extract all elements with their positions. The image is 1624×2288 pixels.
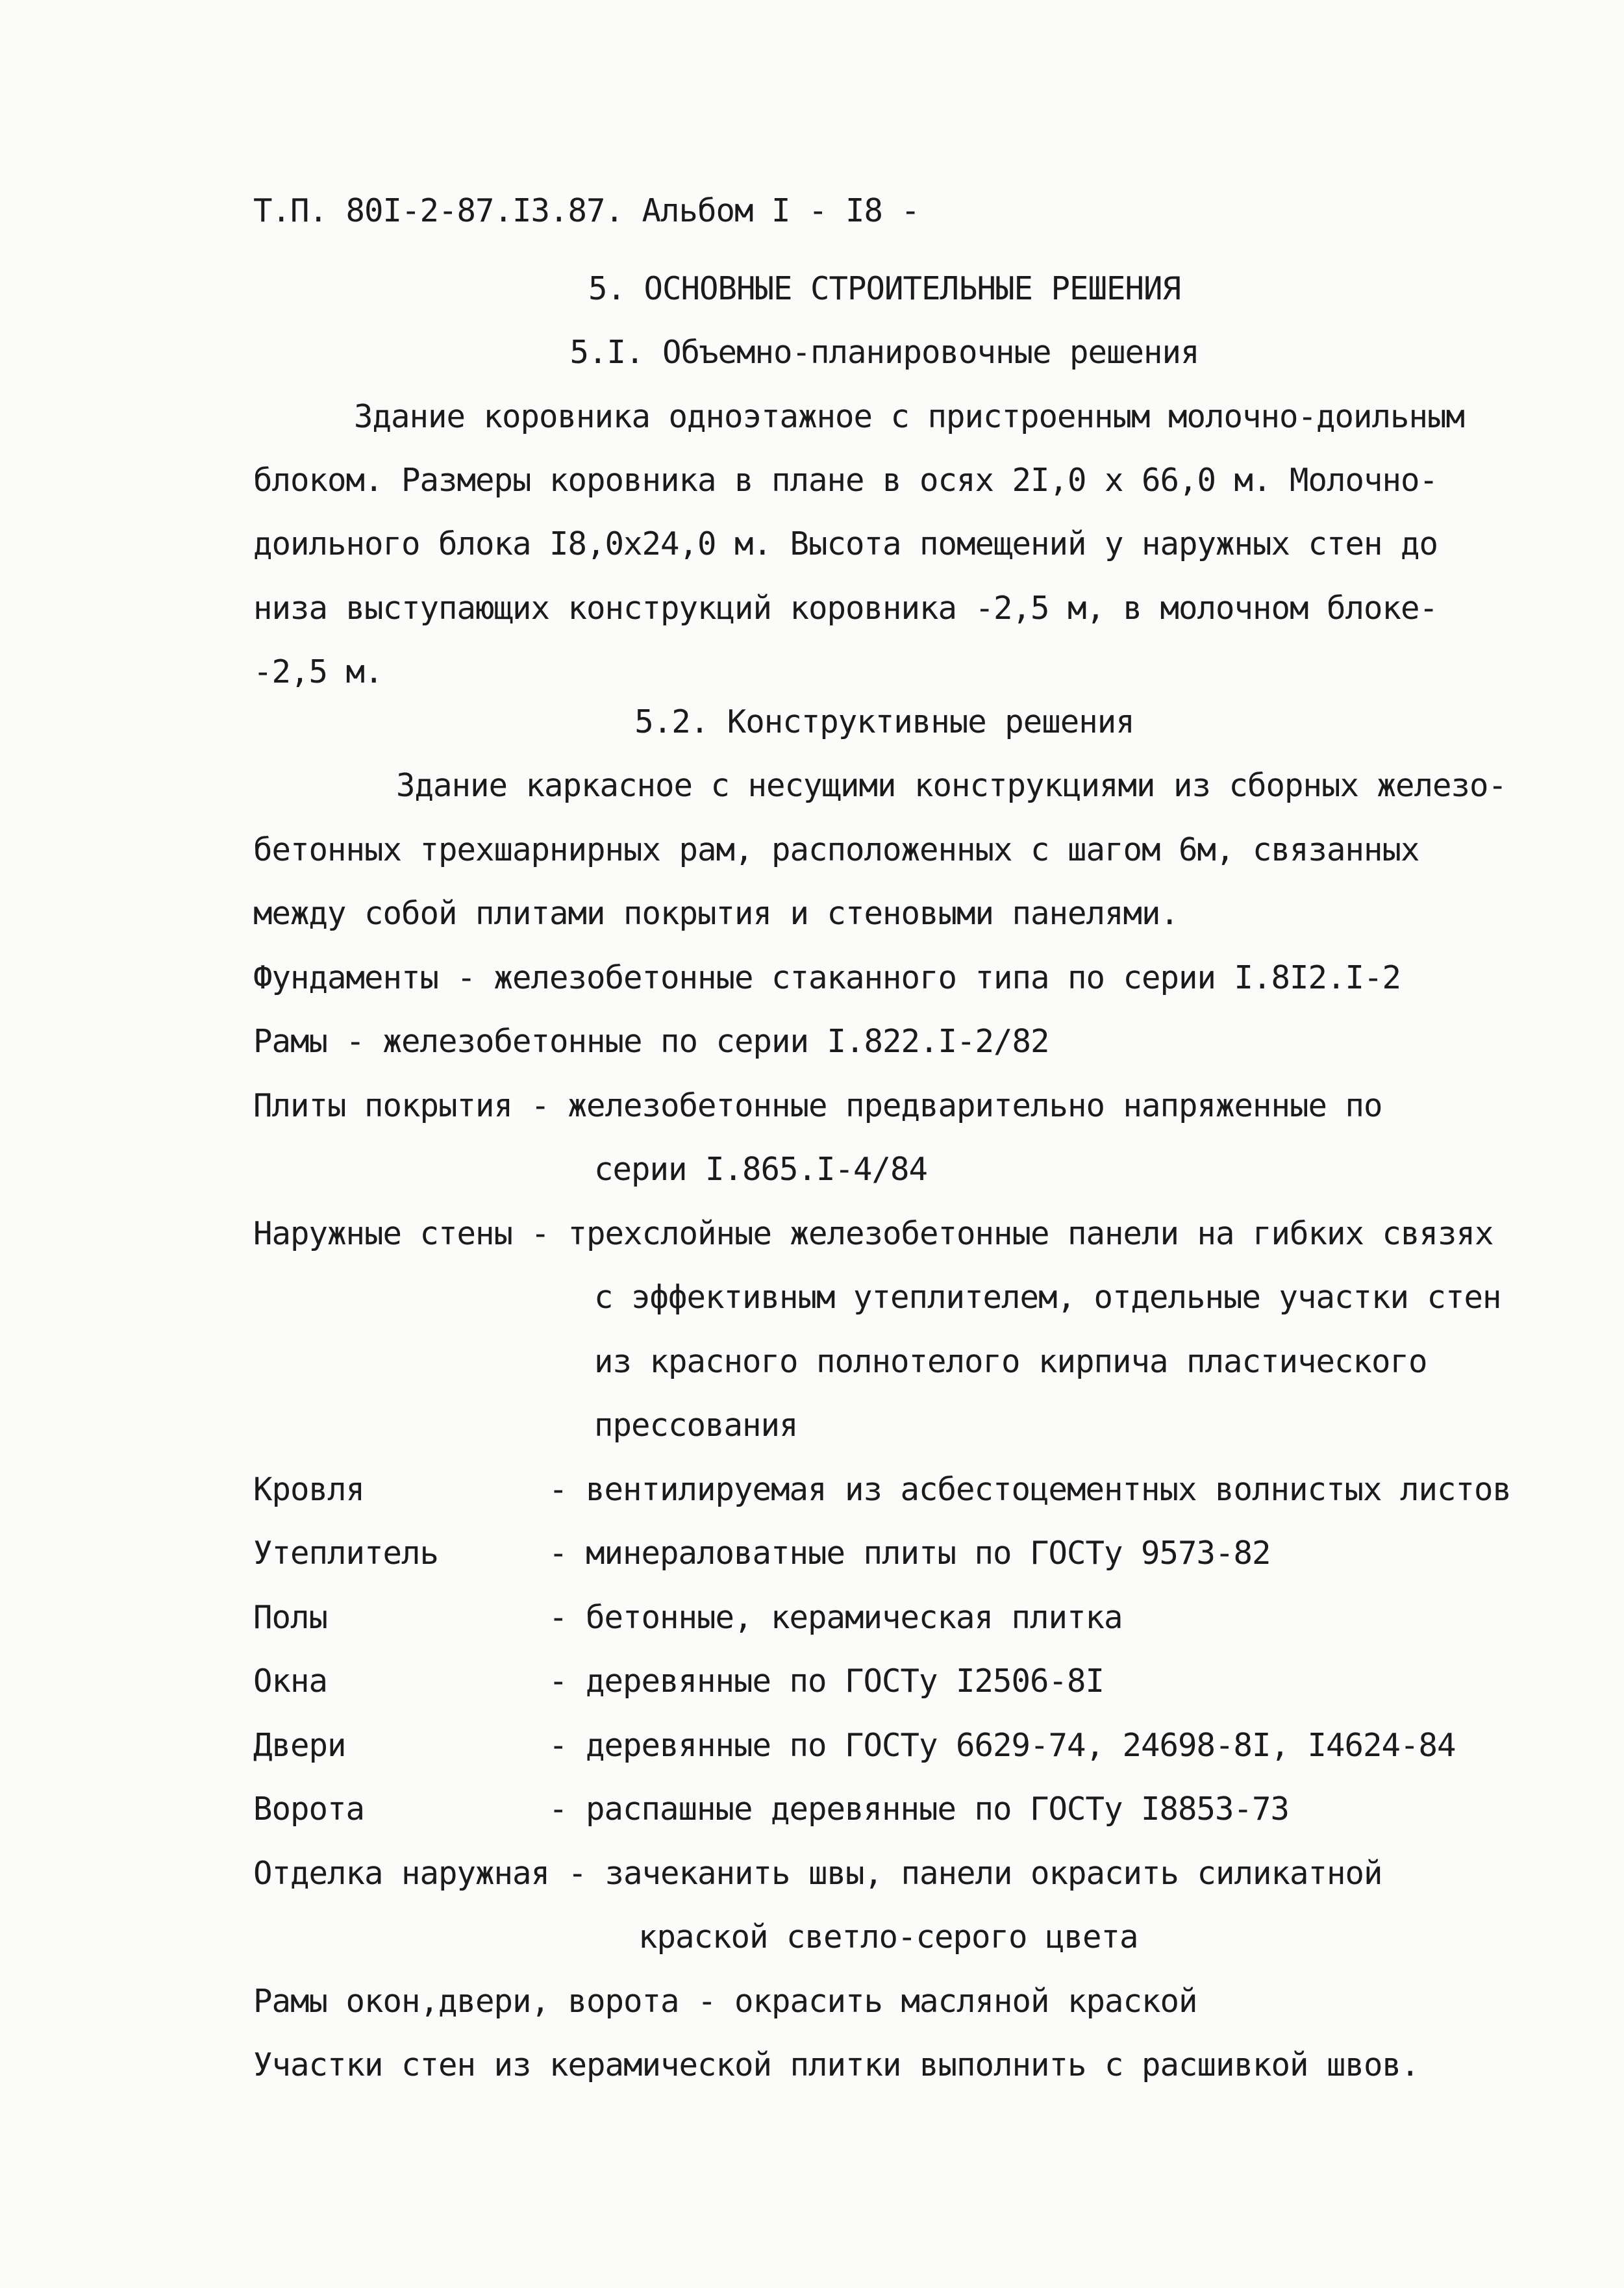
spec-frames: Рамы - железобетонные по серии I.822.I-2/82 — [253, 1023, 1049, 1060]
spec-label-gates: Ворота — [253, 1791, 365, 1828]
subsection-title-5-2: 5.2. Конструктивные решения — [634, 703, 1134, 740]
spec-roof-slabs: Плиты покрытия - железобетонные предварительно напряженные по — [253, 1087, 1382, 1124]
paragraph-line: -2,5 м. — [253, 653, 383, 690]
section-title: 5. ОСНОВНЫЕ СТРОИТЕЛЬНЫЕ РЕШЕНИЯ — [588, 270, 1181, 307]
paragraph-line: доильного блока I8,0х24,0 м. Высота помещений у наружных стен до — [253, 525, 1438, 562]
spec-tile-walls: Участки стен из керамической плитки выполнить с расшивкой швов. — [253, 2046, 1419, 2083]
subsection-title-5-1: 5.I. Объемно-планировочные решения — [569, 334, 1199, 371]
spec-exterior-walls-cont: с эффективным утеплителем, отдельные участки стен — [594, 1279, 1501, 1316]
paragraph-line: Здание каркасное с несущими конструкциями из сборных железо- — [396, 767, 1507, 804]
spec-exterior-walls-cont: прессования — [594, 1407, 798, 1444]
page-header: Т.П. 80I-2-87.I3.87. Альбом I - I8 - — [253, 192, 920, 229]
paragraph-line: между собой плитами покрытия и стеновыми панелями. — [253, 895, 1179, 932]
spec-label-roofing: Кровля — [253, 1471, 365, 1508]
spec-value-gates: - распашные деревянные по ГОСТу I8853-73 — [549, 1791, 1290, 1828]
spec-value-windows: - деревянные по ГОСТу I2506-8I — [549, 1663, 1105, 1700]
spec-label-windows: Окна — [253, 1663, 328, 1700]
spec-exterior-walls-cont: из красного полнотелого кирпича пластического — [594, 1343, 1427, 1380]
paragraph-line: бетонных трехшарнирных рам, расположенных с шагом 6м, связанных — [253, 831, 1419, 868]
spec-frames-paint: Рамы окон,двери, ворота - окрасить масляной краской — [253, 1983, 1197, 2020]
spec-roof-slabs-cont: серии I.865.I-4/84 — [594, 1151, 928, 1188]
spec-value-floors: - бетонные, керамическая плитка — [549, 1599, 1123, 1636]
spec-exterior-walls: Наружные стены - трехслойные железобетонные панели на гибких связях — [253, 1215, 1493, 1252]
spec-foundations: Фундаменты - железобетонные стаканного типа по серии I.8I2.I-2 — [253, 959, 1401, 996]
spec-value-roofing: - вентилируемая из асбестоцементных волнистых листов — [549, 1471, 1512, 1508]
paragraph-line: Здание коровника одноэтажное с пристроенным молочно-доильным — [354, 398, 1465, 435]
spec-exterior-finish: Отделка наружная - зачеканить швы, панели окрасить силикатной — [253, 1855, 1382, 1892]
paragraph-line: блоком. Размеры коровника в плане в осях 2I,0 х 66,0 м. Молочно- — [253, 462, 1438, 499]
spec-value-doors: - деревянные по ГОСТу 6629-74, 24698-8I, I4624-84 — [549, 1727, 1456, 1764]
spec-exterior-finish-cont: краской светло-серого цвета — [638, 1918, 1138, 1955]
spec-label-insulation: Утеплитель — [253, 1535, 439, 1572]
paragraph-line: низа выступающих конструкций коровника -2,5 м, в молочном блоке- — [253, 590, 1438, 627]
spec-value-insulation: - минераловатные плиты по ГОСТу 9573-82 — [549, 1535, 1271, 1572]
spec-label-doors: Двери — [253, 1727, 346, 1764]
spec-label-floors: Полы — [253, 1599, 328, 1636]
